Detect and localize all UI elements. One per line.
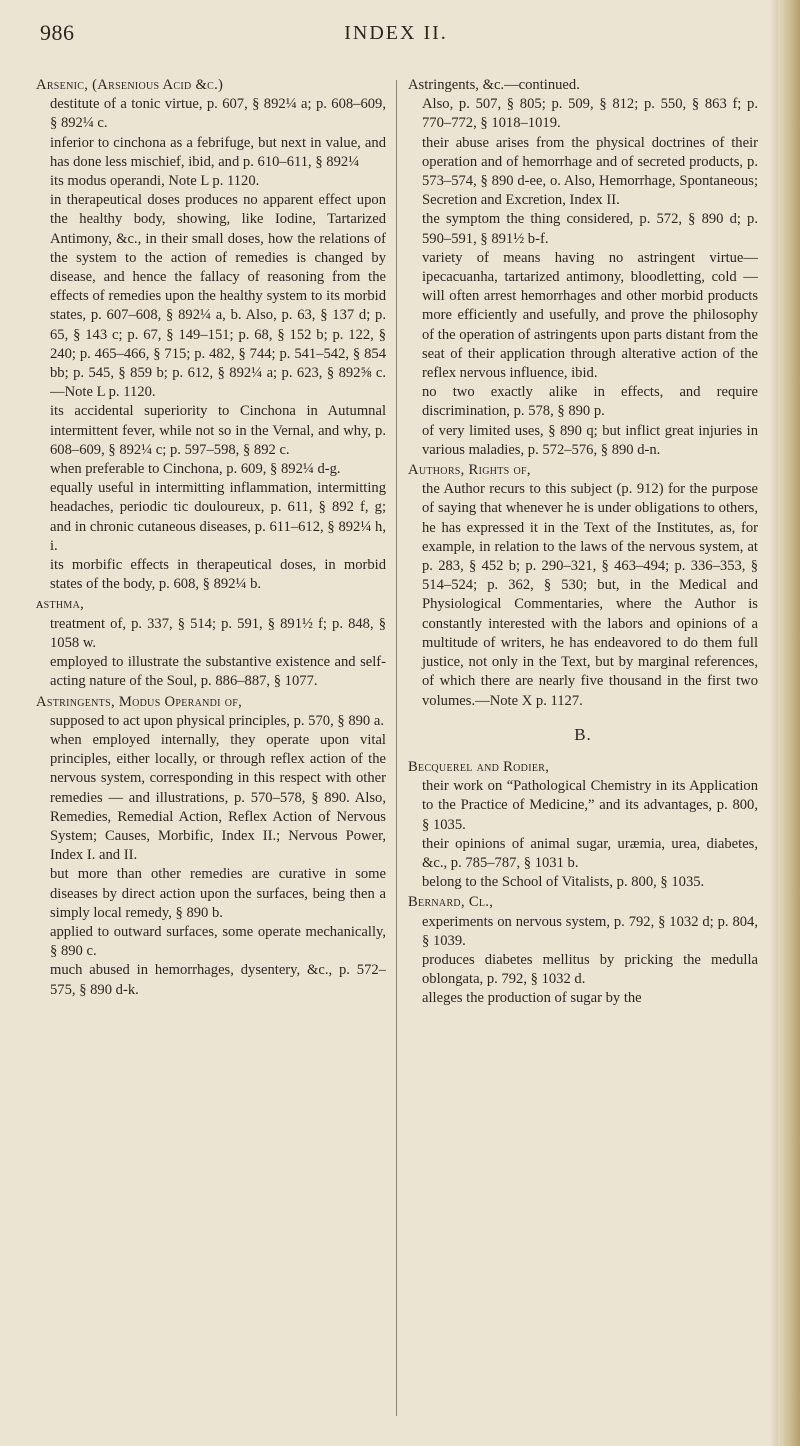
page-header [40, 18, 752, 58]
entry-sub: treatment of, p. 337, § 514; p. 591, § 891½ f; p. 848, § 1058 w. [50, 615, 386, 651]
running-title: INDEX II. [344, 22, 448, 44]
entry-heading: Astringents, &c.—continued. [408, 77, 580, 93]
entry-sub: supposed to act upon physical principles, p. 570, § 890 a. [50, 712, 384, 729]
letter-divider: B. [574, 724, 592, 744]
entry-sub: destitute of a tonic virtue, p. 607, § 892¼ a; p. 608–609, § 892¼ c. [50, 96, 386, 132]
index-entry-becquerel [408, 758, 758, 892]
index-entry-asthma [36, 595, 386, 691]
entry-sub: variety of means having no astringent virtue—ipecacuanha, tartarized antimony, bloodletting, cold — will often arrest hemorrhages and other morbid products more efficiently and usefully, and prove the philosophy of the operation of astringents upon parts distant from the seat of their application through alterative action of the reflex nervous influence, ibid. [422, 249, 758, 382]
entry-heading: Bernard, Cl., [408, 894, 494, 911]
entry-sub: experiments on nervous system, p. 792, § 1032 d; p. 804, § 1039. [422, 913, 758, 949]
entry-heading: Arsenic, (Arsenious Acid &c.) [36, 77, 224, 93]
page-edge [778, 0, 800, 1446]
entry-sub: its accidental superiority to Cinchona in Autumnal intermittent fever, while not so in the Vernal, and why, p. 608–609, § 892¼ c; p. 597–598, § 892 c. [50, 403, 386, 458]
entry-sub: inferior to cinchona as a febrifuge, but next in value, and has done less mischief, ibid, and p. 610–611, § 892¼ [50, 134, 386, 170]
entry-sub: but more than other remedies are curative in some diseases by direct action upon the surfaces, being then a simply local remedy, § 890 b. [50, 866, 386, 921]
entry-sub: when preferable to Cinchona, p. 609, § 892¼ d-g. [50, 461, 341, 478]
index-entry-astringents-modus [36, 693, 386, 1000]
left-column [36, 76, 386, 1438]
entry-sub: their abuse arises from the physical doctrines of their operation and of hemorrhage and of secreted products, p. 573–574, § 890 d-ee, o. Also, Hemorrhage, Spontaneous; Secretion and Excretion, Index II. [422, 134, 758, 209]
entry-sub: alleges the production of sugar by the [422, 990, 642, 1007]
entry-sub: their work on “Pathological Chemistry in its Application to the Practice of Medicine,” and its advantages, p. 800, § 1035. [422, 778, 758, 833]
entry-sub: of very limited uses, § 890 q; but inflict great injuries in various maladies, p. 572–576, § 890 d-n. [422, 422, 758, 458]
entry-sub: equally useful in intermitting inflammation, intermitting headaches, periodic tic douloureux, p. 611, § 892 f, g; and in chronic cutaneous diseases, p. 611–612, § 892¼ h, i. [50, 480, 386, 554]
entry-sub: its morbific effects in therapeutical doses, in morbid states of the body, p. 608, § 892¼ b. [50, 557, 386, 593]
entry-sub: employed to illustrate the substantive existence and self-acting nature of the Soul, p. 886–887, § 1077. [50, 654, 386, 690]
entry-sub: the symptom the thing considered, p. 572, § 890 d; p. 590–591, § 891½ b-f. [422, 211, 758, 247]
index-columns [36, 76, 760, 1438]
page-number: 986 [40, 20, 75, 45]
entry-sub: belong to the School of Vitalists, p. 800, § 1035. [422, 874, 705, 891]
index-entry-bernard [408, 893, 758, 1008]
page-edge-shadow [770, 0, 778, 1446]
entry-sub: in therapeutical doses produces no apparent effect upon the healthy body, showing, like Iodine, Tartarized Antimony, &c., in their small doses, how the relations of the system to the action of remedies is changed by disease, and hence the fallacy of reasoning from the effects of remedies upon the healthy system to its morbid states, p. 607–608, § 892¼ a, b. Also, p. 63, § 137 d; p. 65, § 143 c; p. 67, § 149–151; p. 68, § 152 b; p. 122, § 240; p. 465–466, § 715; p. 482, § 744; p. 541–542, § 854 bb; p. 545, § 859 b; p. 612, § 892¼ a; p. 623, § 892⅝ c.—Note L p. 1120. [50, 192, 386, 401]
entry-sub: when employed internally, they operate upon vital principles, either locally, or through reflex action of the nervous system, corresponding in this respect with other remedies — and illustrations, p. 570–578, § 890. Also, Remedies, Remedial Action, Reflex Action of Nervous System; Causes, Morbific, Index II.; Nervous Power, Index I. and II. [50, 731, 386, 864]
entry-heading: Astringents, Modus Operandi of, [36, 693, 243, 710]
entry-heading: Becquerel and Rodier, [408, 758, 550, 775]
index-entry-astringents-continued [408, 76, 758, 460]
entry-sub: much abused in hemorrhages, dysentery, &c., p. 572–575, § 890 d-k. [50, 962, 386, 998]
entry-sub: its modus operandi, Note L p. 1120. [50, 173, 260, 190]
index-entry-arsenic [36, 76, 386, 594]
entry-sub: Also, p. 507, § 805; p. 509, § 812; p. 550, § 863 f; p. 770–772, § 1018–1019. [422, 96, 758, 132]
entry-heading: Authors, Rights of, [408, 462, 531, 479]
entry-heading: ᴀsthma, [36, 596, 85, 613]
entry-sub: no two exactly alike in effects, and require discrimination, p. 578, § 890 p. [422, 384, 758, 420]
entry-sub: their opinions of animal sugar, uræmia, urea, diabetes, &c., p. 785–787, § 1031 b. [422, 835, 758, 871]
right-column [408, 76, 758, 1438]
entry-sub: applied to outward surfaces, some operate mechanically, § 890 c. [50, 923, 386, 960]
entry-sub: produces diabetes mellitus by pricking the medulla oblongata, p. 792, § 1032 d. [422, 951, 758, 988]
column-rule [396, 80, 397, 1416]
index-entry-authors [408, 461, 758, 711]
entry-sub: the Author recurs to this subject (p. 912) for the purpose of saying that whenever he is under obligations to others, he has expressed it in the Text of the Institutes, as, for example, in relation to the laws of the nervous system, at p. 283, § 452 b; p. 290–321, § 463–494; p. 336–353, § 514–524; p. 362, § 530; but, in the Medical and Physiological Commentaries, where the Author is constantly interested with the labors and opinions of a multitude of writers, he has endeavored to do them full justice, not only in the Text, but by marginal references, of which there are nearly five thousand in the first two volumes.—Note X p. 1127. [422, 481, 758, 709]
